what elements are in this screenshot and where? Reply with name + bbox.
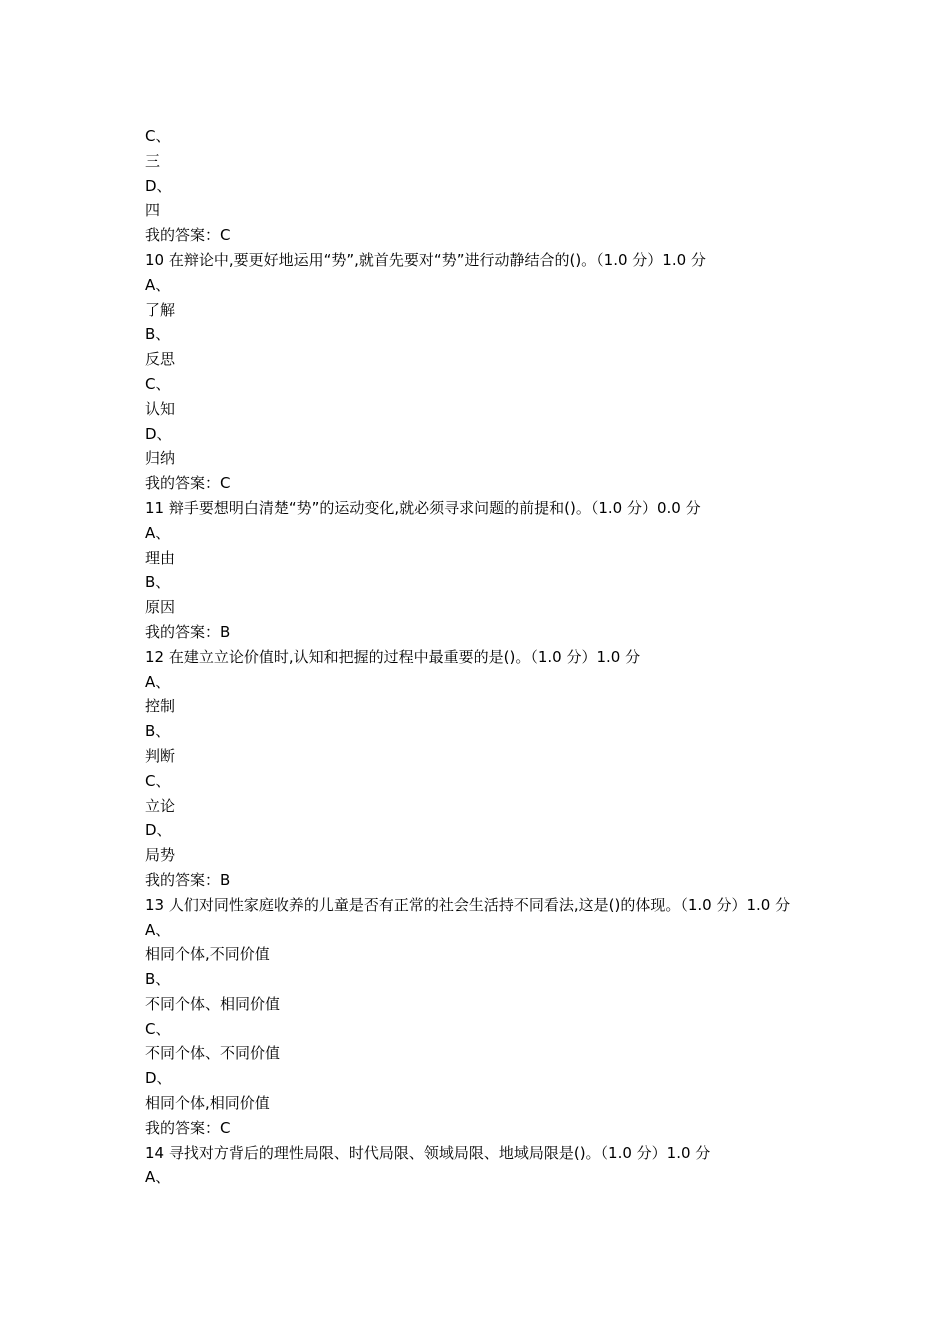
option-text: 相同个体,相同价值 bbox=[145, 1094, 270, 1113]
question-text: 12 在建立立论价值时,认知和把握的过程中最重要的是()。（1.0 分）1.0 分 bbox=[145, 647, 641, 666]
option-text: 了解 bbox=[145, 300, 176, 319]
option-label: C、 bbox=[145, 1019, 171, 1038]
option-text: 相同个体,不同价值 bbox=[145, 945, 270, 964]
option-text: 认知 bbox=[145, 399, 176, 418]
option-label: D、 bbox=[145, 424, 172, 443]
option-label: C、 bbox=[145, 374, 171, 393]
option-text: 控制 bbox=[145, 697, 176, 716]
my-answer-line: 我的答案：C bbox=[145, 474, 231, 493]
option-text: 反思 bbox=[145, 350, 176, 369]
my-answer-line: 我的答案：C bbox=[145, 226, 231, 245]
option-text: 不同个体、不同价值 bbox=[145, 1044, 281, 1063]
option-label: B、 bbox=[145, 722, 171, 741]
option-text: 局势 bbox=[145, 846, 176, 865]
question-text: 14 寻找对方背后的理性局限、时代局限、领域局限、地域局限是()。（1.0 分）1.0 分 bbox=[145, 1143, 711, 1162]
option-label: A、 bbox=[145, 275, 171, 294]
option-text: 理由 bbox=[145, 548, 176, 567]
option-label: A、 bbox=[145, 672, 171, 691]
question-text: 11 辩手要想明白清楚“势”的运动变化,就必须寻求问题的前提和()。（1.0 分）0.0 分 bbox=[145, 498, 701, 517]
option-label: D、 bbox=[145, 821, 172, 840]
option-label: A、 bbox=[145, 1168, 171, 1187]
option-label: D、 bbox=[145, 1069, 172, 1088]
my-answer-line: 我的答案：C bbox=[145, 1118, 231, 1137]
option-text: 立论 bbox=[145, 796, 176, 815]
option-label: A、 bbox=[145, 523, 171, 542]
option-label: C、 bbox=[145, 127, 171, 145]
option-text: 归纳 bbox=[145, 449, 176, 468]
option-text: 不同个体、相同价值 bbox=[145, 994, 281, 1013]
option-label: B、 bbox=[145, 573, 171, 592]
option-text: 三 bbox=[145, 151, 161, 170]
option-label: C、 bbox=[145, 771, 171, 790]
option-label: B、 bbox=[145, 970, 171, 989]
option-text: 判断 bbox=[145, 746, 176, 765]
my-answer-line: 我的答案：B bbox=[145, 870, 231, 889]
option-label: D、 bbox=[145, 176, 172, 195]
option-label: B、 bbox=[145, 325, 171, 344]
question-text: 13 人们对同性家庭收养的儿童是否有正常的社会生活持不同看法,这是()的体现。（1.0 分）1.0 分 bbox=[145, 895, 791, 914]
my-answer-line: 我的答案：B bbox=[145, 622, 231, 641]
document-content bbox=[145, 124, 810, 1190]
option-text: 原因 bbox=[145, 598, 176, 617]
question-text: 10 在辩论中,要更好地运用“势”,就首先要对“势”进行动静结合的()。（1.0 分）1.0 分 bbox=[145, 250, 706, 269]
option-text: 四 bbox=[145, 201, 161, 220]
option-label: A、 bbox=[145, 920, 171, 939]
